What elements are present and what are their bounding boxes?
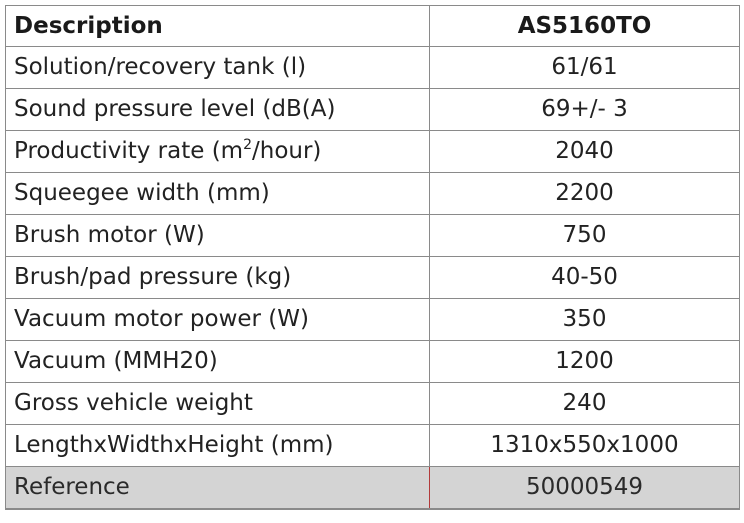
table-row <box>6 425 740 467</box>
reference-value: 50000549 <box>430 467 740 510</box>
specifications-table <box>5 5 740 510</box>
row-label: Solution/recovery tank (l) <box>6 47 430 89</box>
row-label: Vacuum (MMH20) <box>6 341 430 383</box>
table-row <box>6 257 740 299</box>
model-header: AS5160TO <box>430 6 740 47</box>
row-value: 40-50 <box>430 257 740 299</box>
row-label: Gross vehicle weight <box>6 383 430 425</box>
row-label: Brush/pad pressure (kg) <box>6 257 430 299</box>
row-value: 1310x550x1000 <box>430 425 740 467</box>
row-label-superscript: 2 <box>243 137 252 153</box>
row-value: 1200 <box>430 341 740 383</box>
row-label: Squeegee width (mm) <box>6 173 430 215</box>
reference-label: Reference <box>6 467 430 510</box>
description-header: Description <box>6 6 430 47</box>
table-row <box>6 383 740 425</box>
table-row <box>6 173 740 215</box>
table-row <box>6 89 740 131</box>
row-value: 61/61 <box>430 47 740 89</box>
table-header-row <box>6 6 740 47</box>
row-value: 240 <box>430 383 740 425</box>
table-row <box>6 131 740 173</box>
row-label: LengthxWidthxHeight (mm) <box>6 425 430 467</box>
row-value: 350 <box>430 299 740 341</box>
row-value: 2200 <box>430 173 740 215</box>
row-value: 69+/- 3 <box>430 89 740 131</box>
table-row <box>6 215 740 257</box>
row-label: Brush motor (W) <box>6 215 430 257</box>
row-label-pre: Productivity rate (m <box>14 138 244 164</box>
row-value: 2040 <box>430 131 740 173</box>
row-value: 750 <box>430 215 740 257</box>
row-label: Sound pressure level (dB(A) <box>6 89 430 131</box>
row-label: Vacuum motor power (W) <box>6 299 430 341</box>
row-label-post: /hour) <box>252 138 322 164</box>
table-row <box>6 341 740 383</box>
table-row <box>6 299 740 341</box>
reference-row <box>6 467 740 510</box>
table-row <box>6 47 740 89</box>
row-label <box>6 131 430 173</box>
